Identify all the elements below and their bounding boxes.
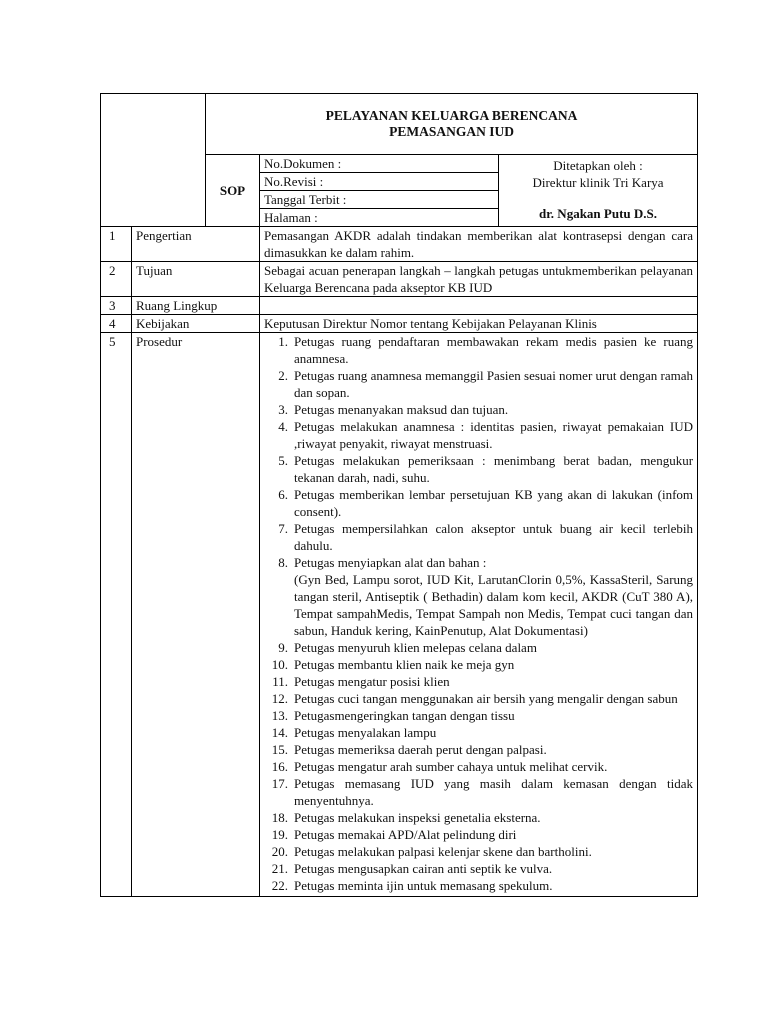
- step-number: 3.: [278, 402, 288, 417]
- step-text: Petugas mengatur arah sumber cahaya untuk melihat cervik.: [294, 759, 608, 774]
- step-text: Petugas mengatur posisi klien: [294, 674, 450, 689]
- step-text: Petugas ruang anamnesa memanggil Pasien sesuai nomer urut dengan ramah dan sopan.: [294, 368, 694, 400]
- procedure-step: [264, 826, 693, 843]
- row-label: Prosedur: [132, 333, 260, 897]
- step-number: 5.: [278, 453, 288, 468]
- step-number: 10.: [271, 657, 288, 672]
- procedure-step: [264, 775, 693, 809]
- approval-block: [499, 155, 698, 227]
- procedure-step: [264, 367, 693, 401]
- procedure-step: [264, 418, 693, 452]
- procedure-step: [264, 707, 693, 724]
- procedure-step: [264, 401, 693, 418]
- procedure-step: [264, 333, 693, 367]
- row-number: 4: [101, 315, 132, 333]
- step-text: Petugas mempersilahkan calon akseptor untuk buang air kecil terlebih dahulu.: [294, 521, 694, 553]
- row-content: Pemasangan AKDR adalah tindakan memberikan alat kontrasepsi dengan cara dimasukkan ke dalam rahim.: [260, 227, 698, 262]
- row-content: Keputusan Direktur Nomor tentang Kebijakan Pelayanan Klinis: [260, 315, 698, 333]
- step-text: Petugasmengeringkan tangan dengan tissu: [294, 708, 515, 723]
- procedure-step: [264, 690, 693, 707]
- step-number: 18.: [271, 810, 288, 825]
- step-number: 14.: [271, 725, 288, 740]
- step-number: 16.: [271, 759, 288, 774]
- row-label: Pengertian: [132, 227, 260, 262]
- step-number: 22.: [271, 878, 288, 893]
- row-kebijakan: [101, 315, 698, 333]
- step-number: 4.: [278, 419, 288, 434]
- procedure-step: [264, 843, 693, 860]
- procedure-content: [260, 333, 698, 897]
- document-title: [206, 94, 698, 155]
- step-text: Petugas melakukan pemeriksaan : menimbang berat badan, mengukur tekanan darah, nadi, suhu.: [294, 453, 694, 485]
- step-text: Petugas menanyakan maksud dan tujuan.: [294, 402, 509, 417]
- sop-label: SOP: [206, 155, 260, 227]
- step-number: 11.: [272, 674, 288, 689]
- step-number: 21.: [271, 861, 288, 876]
- step-number: 15.: [271, 742, 288, 757]
- procedure-step: [264, 741, 693, 758]
- step-number: 2.: [278, 368, 288, 383]
- row-tujuan: [101, 262, 698, 297]
- step-text: Petugas memakai APD/Alat pelindung diri: [294, 827, 517, 842]
- row-prosedur: [101, 333, 698, 897]
- step-text: Petugas menyuruh klien melepas celana dalam: [294, 640, 537, 655]
- title-line-2: PEMASANGAN IUD: [389, 124, 514, 139]
- meta-tanggal-terbit: Tanggal Terbit :: [260, 191, 498, 209]
- procedure-step: [264, 860, 693, 877]
- row-ruang-lingkup: [101, 297, 698, 315]
- step-text: Petugas menyiapkan alat dan bahan :: [294, 555, 487, 570]
- procedure-step: [264, 639, 693, 656]
- title-row: [101, 94, 698, 155]
- step-number: 7.: [278, 521, 288, 536]
- row-content: [260, 297, 698, 315]
- step-text: Petugas melakukan anamnesa : identitas pasien, riwayat pemakaian IUD ,riwayat penyakit, riwayat menstruasi.: [294, 419, 694, 451]
- document-meta: [260, 155, 499, 227]
- step-text: Petugas cuci tangan menggunakan air bersih yang mengalir dengan sabun: [294, 691, 678, 706]
- step-text: Petugas memeriksa daerah perut dengan palpasi.: [294, 742, 547, 757]
- step-number: 17.: [271, 776, 288, 791]
- step-text: Petugas melakukan inspeksi genetalia eksterna.: [294, 810, 541, 825]
- meta-no-dokumen: No.Dokumen :: [260, 155, 498, 173]
- procedure-step: [264, 809, 693, 826]
- row-number: 2: [101, 262, 132, 297]
- row-label: Kebijakan: [132, 315, 260, 333]
- step-number: 6.: [278, 487, 288, 502]
- step-text: Petugas meminta ijin untuk memasang spekulum.: [294, 878, 553, 893]
- step-text: Petugas ruang pendaftaran membawakan rekam medis pasien ke ruang anamnesa.: [294, 334, 694, 366]
- approver-name: dr. Ngakan Putu D.S.: [539, 206, 658, 221]
- procedure-step: [264, 673, 693, 690]
- meta-halaman: Halaman :: [264, 210, 318, 225]
- procedure-step: [264, 877, 693, 894]
- approved-org: Direktur klinik Tri Karya: [532, 175, 664, 190]
- sop-table: [100, 93, 698, 897]
- row-number: 3: [101, 297, 132, 315]
- step-text: Petugas membantu klien naik ke meja gyn: [294, 657, 515, 672]
- step-text: Petugas mengusapkan cairan anti septik ke vulva.: [294, 861, 553, 876]
- row-pengertian: [101, 227, 698, 262]
- row-number: 1: [101, 227, 132, 262]
- procedure-step: [264, 724, 693, 741]
- step-number: 12.: [271, 691, 288, 706]
- step-text: Petugas memasang IUD yang masih dalam kemasan dengan tidak menyentuhnya.: [294, 776, 694, 808]
- procedure-step: [264, 554, 693, 639]
- meta-no-revisi: No.Revisi :: [260, 173, 498, 191]
- row-content: Sebagai acuan penerapan langkah – langkah petugas untukmemberikan pelayanan Keluarga Berencana pada akseptor KB IUD: [260, 262, 698, 297]
- logo-cell: [101, 94, 206, 227]
- step-number: 13.: [271, 708, 288, 723]
- step-number: 1.: [278, 334, 288, 349]
- procedure-step: [264, 452, 693, 486]
- step-materials: (Gyn Bed, Lampu sorot, IUD Kit, LarutanClorin 0,5%, KassaSteril, Sarung tangan steril, Antiseptik ( Bethadin) dalam kom kecil, AKDR (CuT 380 A), Tempat sampahMedis, Tempat Sampah non Medis, Tempat cuci tangan dan sabun, Handuk kering, KainPenutup, Alat Dokumentasi): [294, 572, 694, 638]
- step-number: 20.: [271, 844, 288, 859]
- step-text: Petugas menyalakan lampu: [294, 725, 437, 740]
- step-text: Petugas memberikan lembar persetujuan KB yang akan di lakukan (infom consent).: [294, 487, 694, 519]
- row-label: Tujuan: [132, 262, 260, 297]
- step-number: 8.: [278, 555, 288, 570]
- row-number: 5: [101, 333, 132, 897]
- procedure-step: [264, 758, 693, 775]
- approved-label: Ditetapkan oleh :: [553, 158, 643, 173]
- title-line-1: PELAYANAN KELUARGA BERENCANA: [325, 108, 578, 123]
- procedure-step: [264, 656, 693, 673]
- step-number: 19.: [271, 827, 288, 842]
- procedure-step: [264, 486, 693, 520]
- procedure-steps: [264, 333, 693, 894]
- step-number: 9.: [278, 640, 288, 655]
- step-text: Petugas melakukan palpasi kelenjar skene dan bartholini.: [294, 844, 592, 859]
- row-label: Ruang Lingkup: [132, 297, 260, 315]
- procedure-step: [264, 520, 693, 554]
